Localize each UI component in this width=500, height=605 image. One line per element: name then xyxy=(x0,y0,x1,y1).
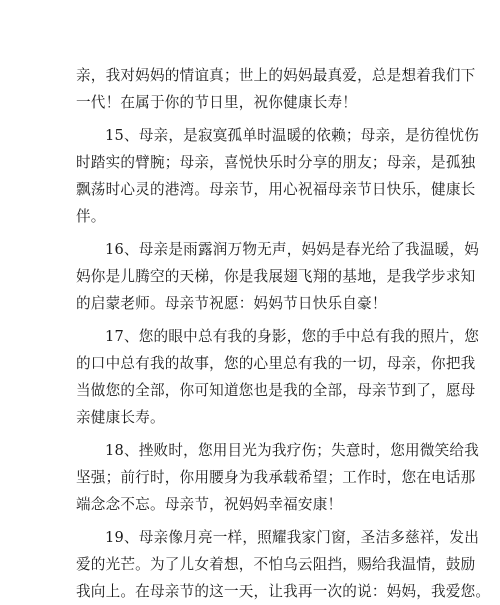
paragraph-item-15 xyxy=(76,122,480,230)
text-line: 的口中总有我的故事，您的心里总有我的一切，母亲，你把我 xyxy=(76,355,476,372)
text-line: 19、母亲像月亮一样，照耀我家门窗，圣洁多慈祥，发出 xyxy=(105,529,480,546)
text-line: 15、母亲，是寂寞孤单时温暖的依赖；母亲，是彷徨忧伤 xyxy=(105,127,480,144)
text-line: 16、母亲是雨露润万物无声，妈妈是春光给了我温暖，妈 xyxy=(105,241,480,258)
text-line: 坚强；前行时，你用腰身为我承载希望；工作时，您在电话那 xyxy=(76,469,476,486)
text-line: 亲，我对妈妈的情谊真；世上的妈妈最真爱，总是想着我们下 xyxy=(76,67,476,84)
paragraph-item-16 xyxy=(76,236,480,317)
text-line: 一代！在属于你的节日里，祝你健康长寿！ xyxy=(76,94,358,111)
text-line: 爱的光芒。为了儿女着想，不怕乌云阻挡，赐给我温情，鼓励 xyxy=(76,556,476,573)
text-line: 亲健康长寿。 xyxy=(76,409,165,426)
text-line: 18、挫败时，您用目光为我疗伤；失意时，您用微笑给我 xyxy=(105,442,480,459)
text-line: 的启蒙老师。母亲节祝愿：妈妈节日快乐自豪！ xyxy=(76,295,387,312)
paragraph-item-19 xyxy=(76,524,491,605)
document-body xyxy=(76,62,491,605)
text-line: 端念念不忘。母亲节，祝妈妈幸福安康！ xyxy=(76,496,343,513)
text-line: 飘荡时心灵的港湾。母亲节，用心祝福母亲节日快乐，健康长 xyxy=(76,181,476,198)
text-line: 17、您的眼中总有我的身影，您的手中总有我的照片，您 xyxy=(105,328,480,345)
paragraph-item-18 xyxy=(76,437,480,518)
text-line: 时踏实的臂腕；母亲，喜悦快乐时分享的朋友；母亲，是孤独 xyxy=(76,154,476,171)
text-line: 伴。 xyxy=(76,208,106,225)
paragraph-item-17 xyxy=(76,323,480,431)
paragraph-continuation xyxy=(76,62,476,116)
text-line: 当做您的全部，你可知道您也是我的全部，母亲节到了，愿母 xyxy=(76,382,476,399)
text-line: 我向上。在母亲节的这一天，让我再一次的说：妈妈，我爱您。 xyxy=(76,583,491,600)
text-line: 妈你是儿腾空的天梯，你是我展翅飞翔的基地，是我学步求知 xyxy=(76,268,476,285)
